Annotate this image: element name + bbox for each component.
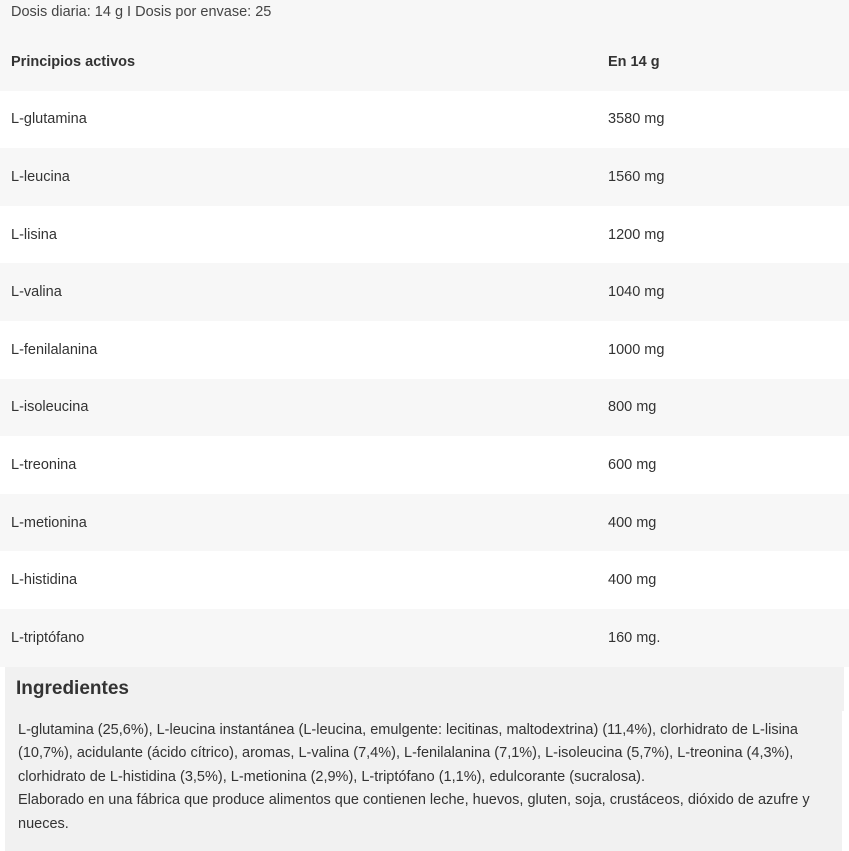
dose-info: Dosis diaria: 14 g I Dosis por envase: 25 — [0, 0, 849, 33]
table-row — [0, 494, 849, 552]
ingredients-body — [5, 711, 842, 851]
ingredients-header — [5, 667, 844, 711]
row-name: L-histidina — [11, 572, 78, 589]
row-amount: 1040 mg — [608, 284, 665, 301]
row-name: L-leucina — [11, 168, 70, 185]
row-amount: 400 mg — [608, 572, 657, 589]
column-header-ingredient: Principios activos — [11, 53, 136, 70]
table-row — [0, 379, 849, 437]
table-row — [0, 148, 849, 206]
row-name: L-isoleucina — [11, 399, 89, 416]
row-amount: 800 mg — [608, 399, 657, 416]
table-row — [0, 91, 849, 149]
table-row — [0, 263, 849, 321]
nutrition-table — [0, 33, 849, 667]
table-row — [0, 609, 849, 667]
table-row — [0, 551, 849, 609]
row-amount: 3580 mg — [608, 111, 665, 128]
row-name: L-treonina — [11, 456, 77, 473]
ingredients-text: L-glutamina (25,6%), L-leucina instantánea (L-leucina, emulgente: lecitinas, maltodextrina) (11,4%), clorhidrato de L-lisina (10,7%), acidulante (ácido cítrico), aromas, L-valina (7,4%), L-fenilalanina (7,1%), L-isoleucina (5,7%), L-treonina (4,3%), clorhidrato de L-histidina (3,5%), L-metionina (2,9%), L-triptófano (1,1%), edulcorante (sucralosa). — [18, 721, 798, 785]
row-amount: 1000 mg — [608, 341, 665, 358]
table-row — [0, 206, 849, 264]
row-name: L-fenilalanina — [11, 341, 98, 358]
ingredients-title: Ingredientes — [16, 677, 129, 699]
table-row — [0, 321, 849, 379]
row-name: L-glutamina — [11, 111, 87, 128]
row-name: L-lisina — [11, 226, 57, 243]
table-header-row — [0, 33, 849, 91]
column-header-amount: En 14 g — [608, 53, 660, 70]
row-amount: 600 mg — [608, 456, 657, 473]
row-name: L-metionina — [11, 514, 87, 531]
row-name: L-valina — [11, 284, 62, 301]
row-name: L-triptófano — [11, 629, 85, 646]
table-row — [0, 436, 849, 494]
allergen-notice: Elaborado en una fábrica que produce alimentos que contienen leche, huevos, gluten, soja, crustáceos, dióxido de azufre y nueces. — [18, 792, 810, 832]
row-amount: 160 mg. — [608, 629, 661, 646]
row-amount: 1560 mg — [608, 168, 665, 185]
row-amount: 1200 mg — [608, 226, 665, 243]
row-amount: 400 mg — [608, 514, 657, 531]
